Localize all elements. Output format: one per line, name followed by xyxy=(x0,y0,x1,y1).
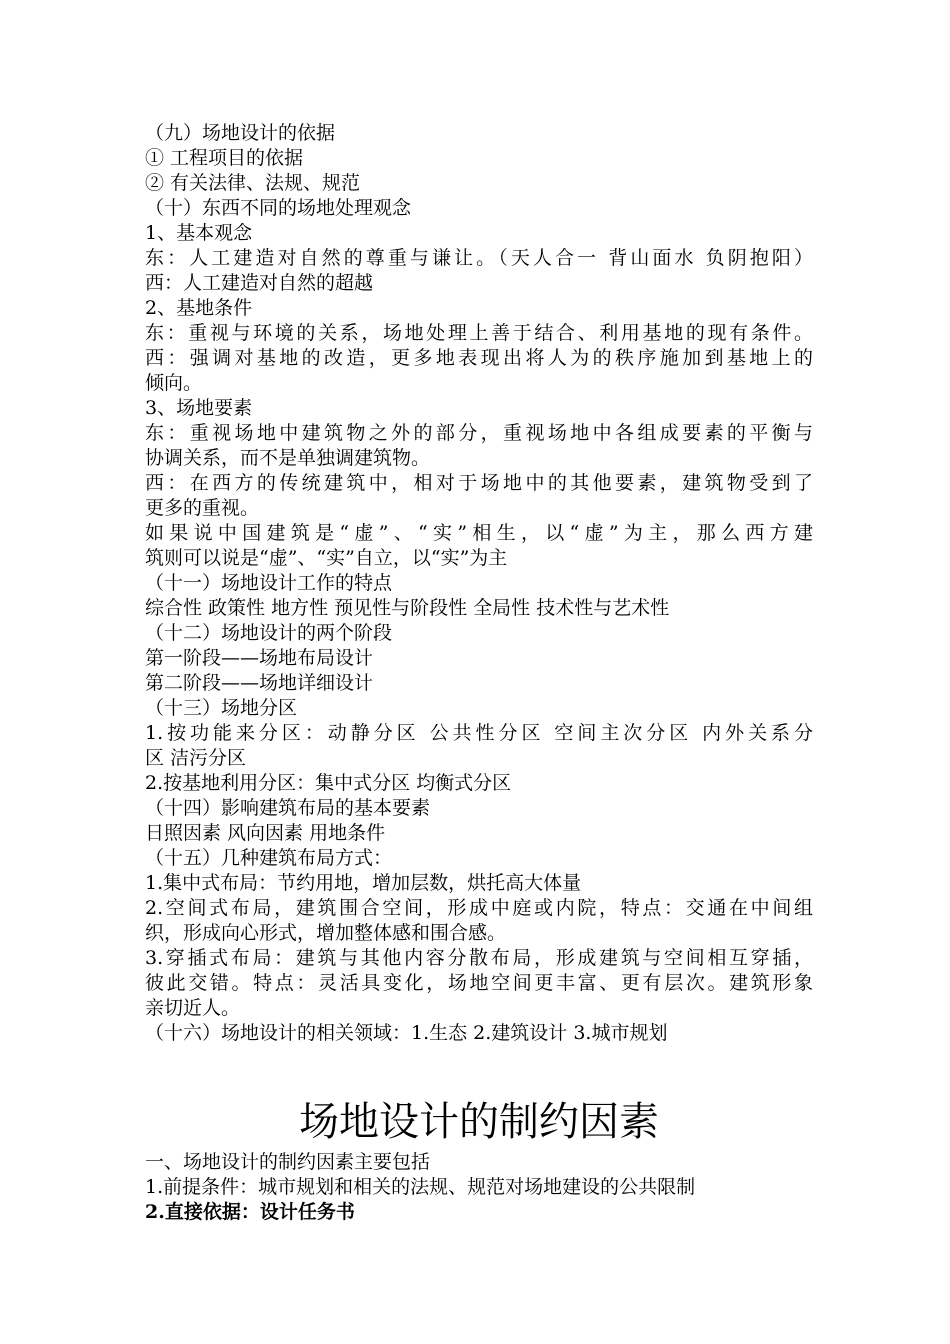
text-line: 亲切近人。 xyxy=(145,997,241,1019)
text-line: 第一阶段——场地布局设计 xyxy=(145,647,374,669)
text-line: 2.直接依据：设计任务书 xyxy=(145,1201,355,1223)
section-notes xyxy=(145,121,813,1046)
text-line: 西：在西方的传统建筑中，相对于场地中的其他要素，建筑物受到了 xyxy=(145,472,813,494)
text-line: （十六）场地设计的相关领域：1.生态 2.建筑设计 3.城市规划 xyxy=(145,1022,668,1044)
text-line: 2、基地条件 xyxy=(145,297,253,319)
text-line: （十五）几种建筑布局方式： xyxy=(145,847,393,869)
text-line: 1.按功能来分区：动静分区 公共性分区 空间主次分区 内外关系分 xyxy=(145,722,813,744)
section-constraints xyxy=(145,1150,813,1225)
text-line: 第二阶段——场地详细设计 xyxy=(145,672,374,694)
text-line: 1、基本观念 xyxy=(145,222,253,244)
text-line: 倾向。 xyxy=(145,372,203,394)
text-line: 彼此交错。特点：灵活具变化，场地空间更丰富、更有层次。建筑形象 xyxy=(145,972,813,994)
text-line: 3.穿插式布局：建筑与其他内容分散布局，形成建筑与空间相互穿插， xyxy=(145,947,813,969)
text-line: 1.集中式布局：节约用地，增加层数，烘托高大体量 xyxy=(145,872,582,894)
text-line: 西：人工建造对自然的超越 xyxy=(145,272,374,294)
text-line: 2.空间式布局，建筑围合空间，形成中庭或内院，特点：交通在中间组 xyxy=(145,897,813,919)
text-line: 东：人工建造对自然的尊重与谦让。（天人合一 背山面水 负阴抱阳） xyxy=(145,247,813,269)
text-line: （十三）场地分区 xyxy=(145,697,298,719)
text-line: ① 工程项目的依据 xyxy=(145,147,304,169)
section-title: 场地设计的制约因素 xyxy=(299,1099,659,1145)
text-line: 东：重视与环境的关系，场地处理上善于结合、利用基地的现有条件。 xyxy=(145,322,813,344)
text-line: 织，形成向心形式，增加整体感和围合感。 xyxy=(145,922,507,944)
text-line: （十）东西不同的场地处理观念 xyxy=(145,197,412,219)
text-line: （九）场地设计的依据 xyxy=(145,122,336,144)
text-line: 1.前提条件：城市规划和相关的法规、规范对场地建设的公共限制 xyxy=(145,1176,696,1198)
text-line: （十四）影响建筑布局的基本要素 xyxy=(145,797,431,819)
text-line: 更多的重视。 xyxy=(145,497,260,519)
text-line: 协调关系，而不是单独调建筑物。 xyxy=(145,447,431,469)
text-line: ② 有关法律、法规、规范 xyxy=(145,172,361,194)
text-line: 西：强调对基地的改造，更多地表现出将人为的秩序施加到基地上的 xyxy=(145,347,813,369)
text-line: 区 洁污分区 xyxy=(145,747,247,769)
text-line: 日照因素 风向因素 用地条件 xyxy=(145,822,386,844)
text-line: 综合性 政策性 地方性 预见性与阶段性 全局性 技术性与艺术性 xyxy=(145,597,670,619)
document-page xyxy=(145,121,813,1225)
text-line: 筑则可以说是“虚”、“实”自立，以“实”为主 xyxy=(145,547,508,569)
text-line: （十一）场地设计工作的特点 xyxy=(145,572,393,594)
text-line: 东：重视场地中建筑物之外的部分，重视场地中各组成要素的平衡与 xyxy=(145,422,813,444)
text-line: 如果说中国建筑是“虚”、“实”相生，以“虚”为主，那么西方建 xyxy=(145,522,813,544)
text-line: 3、场地要素 xyxy=(145,397,253,419)
text-line: 2.按基地利用分区：集中式分区 均衡式分区 xyxy=(145,772,512,794)
text-line: 一、场地设计的制约因素主要包括 xyxy=(145,1151,431,1173)
text-line: （十二）场地设计的两个阶段 xyxy=(145,622,393,644)
